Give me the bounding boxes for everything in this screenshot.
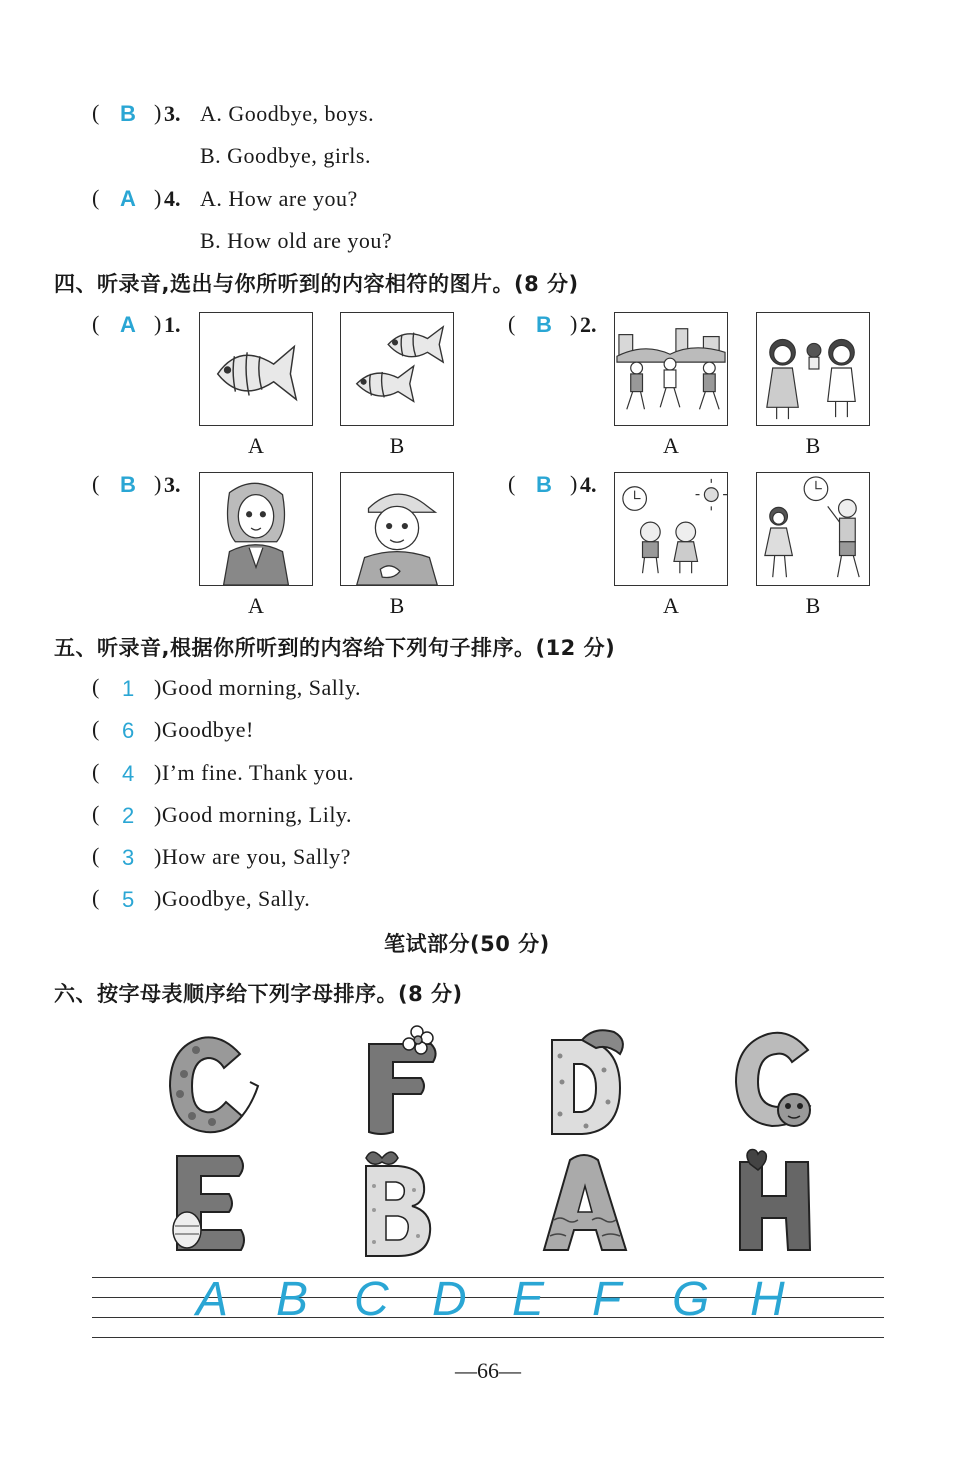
letter-b-picture[interactable] bbox=[352, 1146, 442, 1260]
question-number: 3. bbox=[164, 472, 181, 497]
option-b: B. Goodbye, girls. bbox=[200, 143, 371, 168]
sentence-text: )Good morning, Sally. bbox=[154, 675, 362, 700]
picture-label-a: A bbox=[663, 433, 679, 458]
answer-blank[interactable]: B bbox=[536, 472, 552, 497]
question-number: 4. bbox=[164, 186, 181, 211]
answer-blank[interactable]: A bbox=[120, 186, 136, 211]
picture-kids-waving-clock[interactable] bbox=[756, 472, 870, 586]
picture-girls-puppets[interactable] bbox=[756, 312, 870, 426]
picture-label-b: B bbox=[805, 433, 821, 458]
letter-e-picture[interactable] bbox=[165, 1150, 255, 1258]
sentence-text: )Good morning, Lily. bbox=[154, 802, 352, 827]
paren-open: ( bbox=[508, 471, 516, 496]
sentence-text: )I’m fine. Thank you. bbox=[154, 760, 355, 785]
paren-open: ( bbox=[92, 674, 100, 699]
order-answer[interactable]: 6 bbox=[122, 718, 135, 743]
picture-woman[interactable] bbox=[199, 472, 313, 586]
paren-open: ( bbox=[92, 801, 100, 826]
option-b: B. How old are you? bbox=[200, 228, 393, 253]
paren-open: ( bbox=[508, 311, 516, 336]
order-answer[interactable]: 4 bbox=[122, 761, 135, 786]
paren-close: ) bbox=[570, 471, 578, 496]
option-a: A. How are you? bbox=[200, 186, 358, 211]
paren-close: ) bbox=[570, 311, 578, 336]
sentence-text: )How are you, Sally? bbox=[154, 844, 351, 869]
question-number: 2. bbox=[580, 312, 597, 337]
written-answer-letter[interactable]: H bbox=[750, 1273, 785, 1326]
picture-label-b: B bbox=[389, 433, 405, 458]
section-heading: 四、听录音,选出与你所听到的内容相符的图片。(8 分) bbox=[54, 272, 579, 296]
written-part-title: 笔试部分(50 分) bbox=[384, 932, 550, 956]
written-answer-letter[interactable]: E bbox=[512, 1273, 545, 1326]
paren-close: ) bbox=[154, 100, 162, 125]
writing-line bbox=[92, 1337, 884, 1338]
written-answer-letter[interactable]: G bbox=[672, 1273, 710, 1326]
picture-two-fish[interactable] bbox=[340, 312, 454, 426]
picture-kids-clock-sun[interactable] bbox=[614, 472, 728, 586]
answer-blank[interactable]: B bbox=[120, 101, 136, 126]
paren-open: ( bbox=[92, 185, 100, 210]
paren-open: ( bbox=[92, 843, 100, 868]
paren-close: ) bbox=[154, 185, 162, 210]
picture-label-a: A bbox=[663, 593, 679, 618]
paren-open: ( bbox=[92, 100, 100, 125]
option-a: A. Goodbye, boys. bbox=[200, 101, 375, 126]
picture-label-b: B bbox=[805, 593, 821, 618]
picture-label-b: B bbox=[389, 593, 405, 618]
page-number: —66— bbox=[455, 1358, 521, 1383]
question-number: 1. bbox=[164, 312, 181, 337]
letter-f-picture[interactable] bbox=[355, 1022, 445, 1140]
order-answer[interactable]: 3 bbox=[122, 845, 135, 870]
paren-open: ( bbox=[92, 759, 100, 784]
written-answer-letter[interactable]: C bbox=[354, 1273, 389, 1326]
written-answer-letter[interactable]: B bbox=[276, 1273, 309, 1326]
picture-label-a: A bbox=[248, 433, 264, 458]
answer-blank[interactable]: A bbox=[120, 312, 136, 337]
paren-close: ) bbox=[154, 471, 162, 496]
written-answer-letter[interactable]: F bbox=[592, 1273, 622, 1326]
sentence-text: )Goodbye! bbox=[154, 717, 254, 742]
order-answer[interactable]: 2 bbox=[122, 803, 135, 828]
answer-blank[interactable]: B bbox=[120, 472, 136, 497]
picture-label-a: A bbox=[248, 593, 264, 618]
letter-h-picture[interactable] bbox=[730, 1148, 820, 1258]
question-number: 3. bbox=[164, 101, 181, 126]
paren-open: ( bbox=[92, 885, 100, 910]
written-answer-letter[interactable]: A bbox=[196, 1273, 229, 1326]
picture-boy-cap[interactable] bbox=[340, 472, 454, 586]
picture-one-fish[interactable] bbox=[199, 312, 313, 426]
letter-d-picture[interactable] bbox=[542, 1022, 632, 1140]
picture-boys-walking[interactable] bbox=[614, 312, 728, 426]
paren-open: ( bbox=[92, 716, 100, 741]
written-answer-letter[interactable]: D bbox=[432, 1273, 467, 1326]
paren-close: ) bbox=[154, 311, 162, 336]
answer-blank[interactable]: B bbox=[536, 312, 552, 337]
letter-a-picture[interactable] bbox=[540, 1150, 630, 1256]
question-number: 4. bbox=[580, 472, 597, 497]
sentence-text: )Goodbye, Sally. bbox=[154, 886, 311, 911]
order-answer[interactable]: 5 bbox=[122, 887, 135, 912]
letter-c-picture[interactable] bbox=[162, 1030, 262, 1140]
section-heading: 五、听录音,根据你所听到的内容给下列句子排序。(12 分) bbox=[54, 636, 616, 660]
section-heading: 六、按字母表顺序给下列字母排序。(8 分) bbox=[54, 982, 463, 1006]
paren-open: ( bbox=[92, 311, 100, 336]
order-answer[interactable]: 1 bbox=[122, 676, 135, 701]
letter-g-picture[interactable] bbox=[728, 1022, 828, 1140]
paren-open: ( bbox=[92, 471, 100, 496]
